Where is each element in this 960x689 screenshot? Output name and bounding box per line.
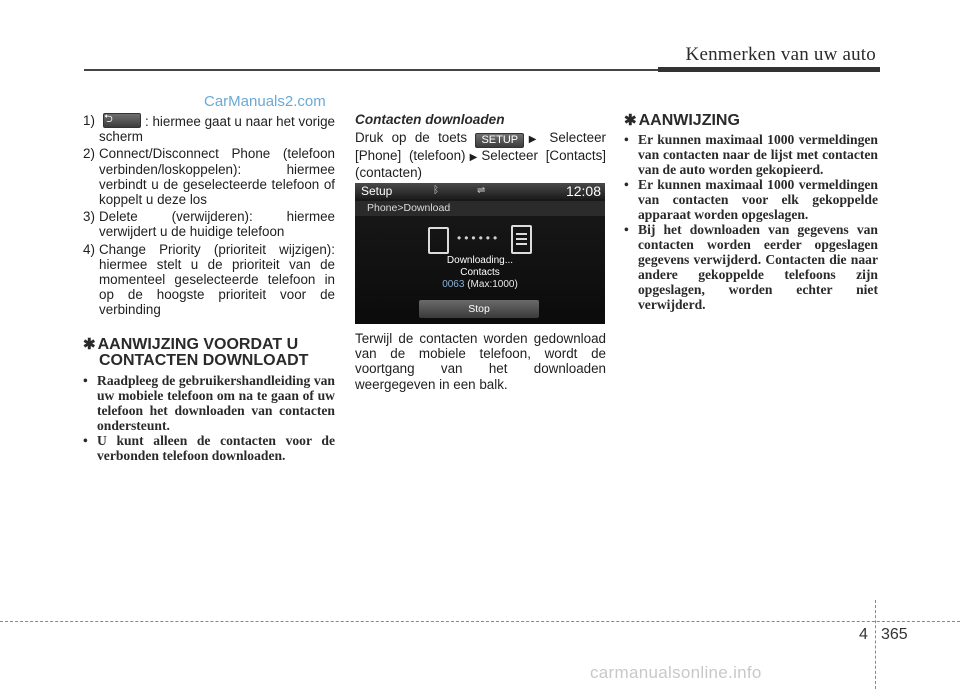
- list-item: [83, 209, 335, 239]
- list-item: [624, 177, 878, 222]
- bullet-icon: •: [83, 372, 88, 388]
- section-subtitle: Contacten downloaden: [355, 112, 505, 127]
- note-heading-text: AANWIJZING: [638, 112, 740, 129]
- right-column: [624, 113, 878, 312]
- instruction-text-2: Selecteer [Phone] (telefoon): [355, 130, 606, 163]
- instruction-text-1: Druk op de toets: [355, 130, 468, 145]
- bullet-text: Bij het downloaden van gegevens van contacten worden eerder opgeslagen gegevens verwijderd. Contacten die naar andere gekoppelde telefoons zijn opgeslagen, worden echter niet verwijderd.: [638, 222, 878, 312]
- asterisk-icon: ✱: [83, 335, 96, 353]
- list-item: [83, 242, 335, 318]
- list-item: [624, 222, 878, 312]
- bullet-icon: •: [83, 432, 88, 448]
- bullet-icon: •: [624, 222, 629, 237]
- item-text: Delete (verwijderen): hiermee verwijdert u de huidige telefoon: [99, 209, 335, 240]
- back-button-graphic: [103, 113, 141, 128]
- list-item: [83, 433, 335, 463]
- download-count-value: 0063: [442, 279, 465, 290]
- bullet-icon: •: [624, 132, 629, 147]
- arrow-right-icon: ▶: [465, 152, 482, 163]
- header-rule-accent: [658, 67, 880, 72]
- list-item: [624, 132, 878, 177]
- progress-paragraph: Terwijl de contacten worden gedownload van de mobiele telefoon, wordt de voortgang van het downloaden weergegeven in een balk.: [355, 331, 606, 392]
- middle-column: [355, 112, 606, 180]
- note-bullets: [624, 132, 878, 312]
- left-column: [83, 113, 335, 463]
- usb-icon: ⇌: [477, 185, 486, 196]
- contacts-label: Contacts: [460, 267, 500, 278]
- transfer-dots: ••••••: [457, 231, 501, 245]
- bullet-text: Raadpleeg de gebruikershandleiding van uw mobiele telefoon om na te gaan of uw telefoon het downloaden van contacten ondersteunt.: [97, 372, 335, 433]
- running-header-title: Kenmerken van uw auto: [685, 44, 876, 65]
- setup-key-graphic: SETUP: [475, 133, 524, 148]
- header-rule: [84, 69, 659, 71]
- screen-clock: 12:08: [565, 183, 601, 199]
- page-number: 365: [881, 626, 908, 643]
- screen-breadcrumb: [355, 201, 605, 216]
- list-item: [83, 146, 335, 207]
- item-number: 3): [83, 209, 95, 225]
- bullet-text: Er kunnen maximaal 1000 vermeldingen van contacten voor elk gekoppelde apparaat worden opgeslagen.: [638, 177, 878, 222]
- downloading-status: Downloading...: [446, 255, 514, 266]
- item-text: Connect/Disconnect Phone (telefoon verbinden/loskoppelen): hiermee verbindt u de geselecteerde telefoon of koppelt u deze los: [99, 146, 335, 208]
- phone-icon: [428, 227, 449, 254]
- list-item: [83, 113, 335, 144]
- note-heading: [83, 337, 335, 369]
- footer-divider: [875, 600, 876, 689]
- note-bullets: [83, 373, 335, 463]
- note-heading-line1: AANWIJZING VOORDAT U: [97, 335, 299, 353]
- arrow-right-icon: ▶: [524, 134, 542, 145]
- item-number: 4): [83, 241, 95, 257]
- item-number: 2): [83, 146, 95, 162]
- stop-button: Stop: [419, 300, 539, 318]
- bluetooth-icon: ᛒ: [433, 185, 439, 196]
- note-heading: [624, 113, 878, 129]
- note-heading-line2: CONTACTEN DOWNLOADT: [99, 351, 309, 369]
- contacts-list-icon: [511, 225, 532, 254]
- footer-rule: [0, 621, 960, 622]
- chapter-number: 4: [859, 626, 868, 643]
- breadcrumb-text: Phone>Download: [367, 202, 451, 214]
- download-screen-illustration: [355, 183, 605, 324]
- bullet-text: Er kunnen maximaal 1000 vermeldingen van contacten naar de lijst met contacten van de auto worden gekopieerd.: [638, 132, 878, 177]
- asterisk-icon: ✱: [624, 112, 637, 129]
- download-max: (Max:1000): [467, 279, 518, 290]
- item-text: Change Priority (prioriteit wijzigen): hiermee stelt u de prioriteit van de momenteel geselecteerde telefoon in op de hoogste prioriteit voor de verbinding: [99, 241, 335, 318]
- instruction-paragraph: [355, 130, 606, 180]
- item-text: : hiermee gaat u naar het vorige scherm: [99, 114, 335, 145]
- bullet-icon: •: [624, 177, 629, 192]
- back-arrow-icon: ⮌: [104, 113, 113, 125]
- instruction-text-3: Selecteer [Contacts] (contacten): [355, 148, 607, 181]
- watermark-bottom: carmanualsonline.info: [590, 663, 762, 682]
- item-number: 1): [83, 113, 95, 128]
- watermark-top: CarManuals2.com: [204, 93, 326, 110]
- list-item: [83, 373, 335, 433]
- bullet-text: U kunt alleen de contacten voor de verbonden telefoon downloaden.: [97, 432, 335, 463]
- screen-title: Setup: [361, 184, 393, 198]
- download-count: [355, 279, 605, 290]
